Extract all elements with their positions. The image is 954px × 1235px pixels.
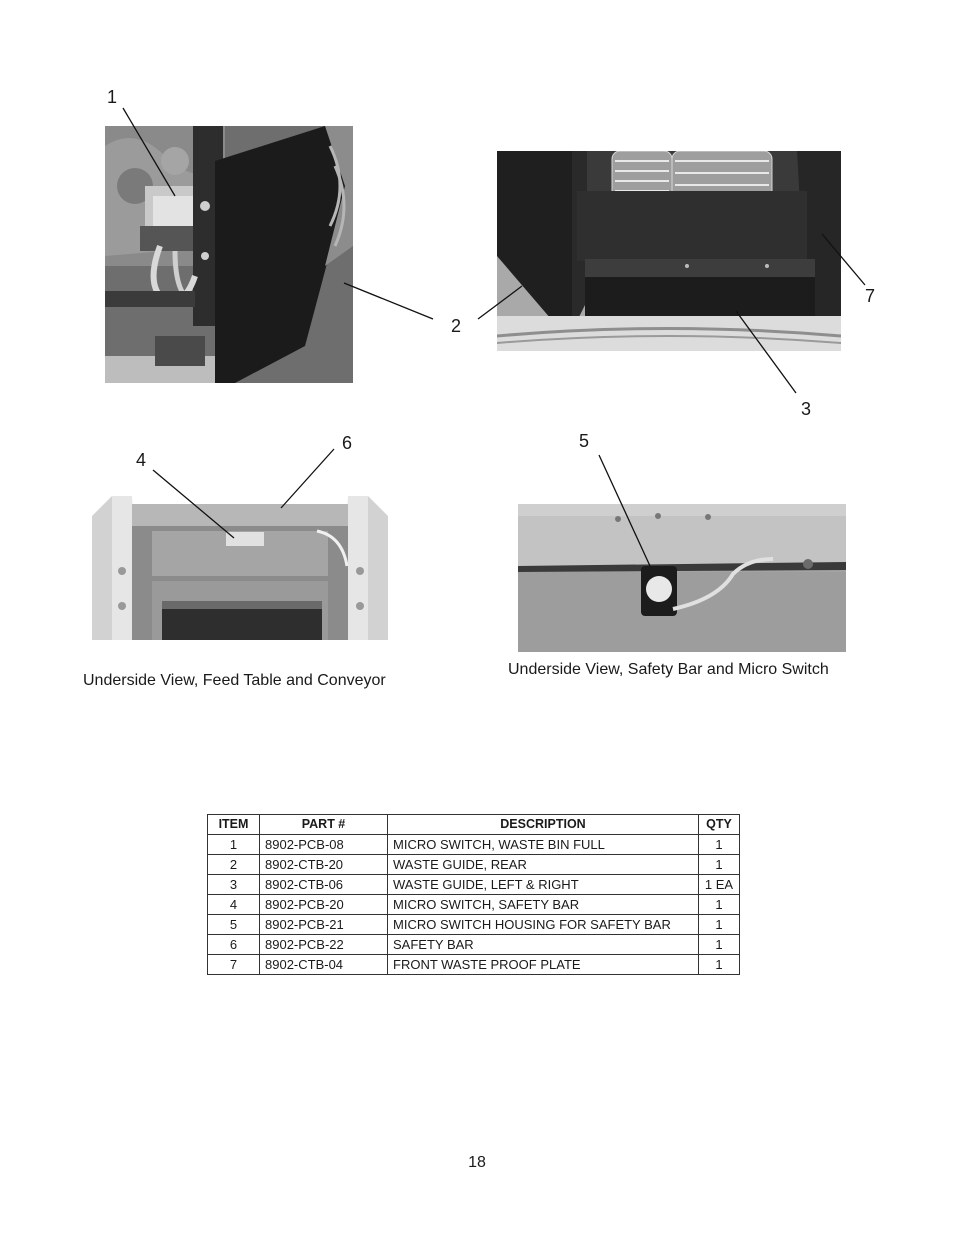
cell-description: FRONT WASTE PROOF PLATE — [388, 955, 699, 975]
table-header-row — [208, 815, 740, 835]
cell-item: 2 — [208, 855, 260, 875]
cell-part-number: 8902-CTB-04 — [260, 955, 388, 975]
header-qty: QTY — [699, 815, 740, 835]
table-row — [208, 955, 740, 975]
callout-2: 2 — [451, 316, 462, 336]
caption-feed-table: Underside View, Feed Table and Conveyor — [83, 672, 386, 689]
cell-item: 7 — [208, 955, 260, 975]
table-row — [208, 895, 740, 915]
callout-3: 3 — [801, 399, 812, 419]
cell-part-number: 8902-PCB-08 — [260, 835, 388, 855]
callout-5: 5 — [579, 431, 590, 451]
cell-description: WASTE GUIDE, REAR — [388, 855, 699, 875]
callout-1: 1 — [107, 87, 118, 107]
cell-part-number: 8902-CTB-06 — [260, 875, 388, 895]
table-row — [208, 835, 740, 855]
cell-qty: 1 — [699, 955, 740, 975]
cell-item: 1 — [208, 835, 260, 855]
cell-item: 3 — [208, 875, 260, 895]
cell-item: 6 — [208, 935, 260, 955]
cell-part-number: 8902-PCB-20 — [260, 895, 388, 915]
cell-description: SAFETY BAR — [388, 935, 699, 955]
callout-7: 7 — [865, 286, 876, 306]
cell-part-number: 8902-PCB-21 — [260, 915, 388, 935]
table-row — [208, 915, 740, 935]
header-part-number: PART # — [260, 815, 388, 835]
table-row — [208, 855, 740, 875]
cell-part-number: 8902-CTB-20 — [260, 855, 388, 875]
cell-qty: 1 — [699, 835, 740, 855]
callout-6: 6 — [342, 433, 353, 453]
cell-item: 5 — [208, 915, 260, 935]
cell-qty: 1 — [699, 935, 740, 955]
photo-safety-bar — [518, 504, 846, 652]
header-description: DESCRIPTION — [388, 815, 699, 835]
cell-qty: 1 EA — [699, 875, 740, 895]
cell-qty: 1 — [699, 855, 740, 875]
cell-description: MICRO SWITCH, SAFETY BAR — [388, 895, 699, 915]
caption-safety-bar: Underside View, Safety Bar and Micro Switch — [508, 661, 829, 678]
cell-part-number: 8902-PCB-22 — [260, 935, 388, 955]
parts-table — [207, 814, 740, 975]
photo-waste-guides — [497, 151, 841, 351]
cell-description: WASTE GUIDE, LEFT & RIGHT — [388, 875, 699, 895]
cell-qty: 1 — [699, 895, 740, 915]
photo-feed-table — [92, 496, 388, 640]
page-number: 18 — [468, 1154, 486, 1171]
cell-item: 4 — [208, 895, 260, 915]
table-row — [208, 935, 740, 955]
header-item: ITEM — [208, 815, 260, 835]
cell-qty: 1 — [699, 915, 740, 935]
table-row — [208, 875, 740, 895]
cell-description: MICRO SWITCH, WASTE BIN FULL — [388, 835, 699, 855]
photo-waste-bin-switch — [105, 126, 353, 383]
callout-4: 4 — [136, 450, 147, 470]
cell-description: MICRO SWITCH HOUSING FOR SAFETY BAR — [388, 915, 699, 935]
